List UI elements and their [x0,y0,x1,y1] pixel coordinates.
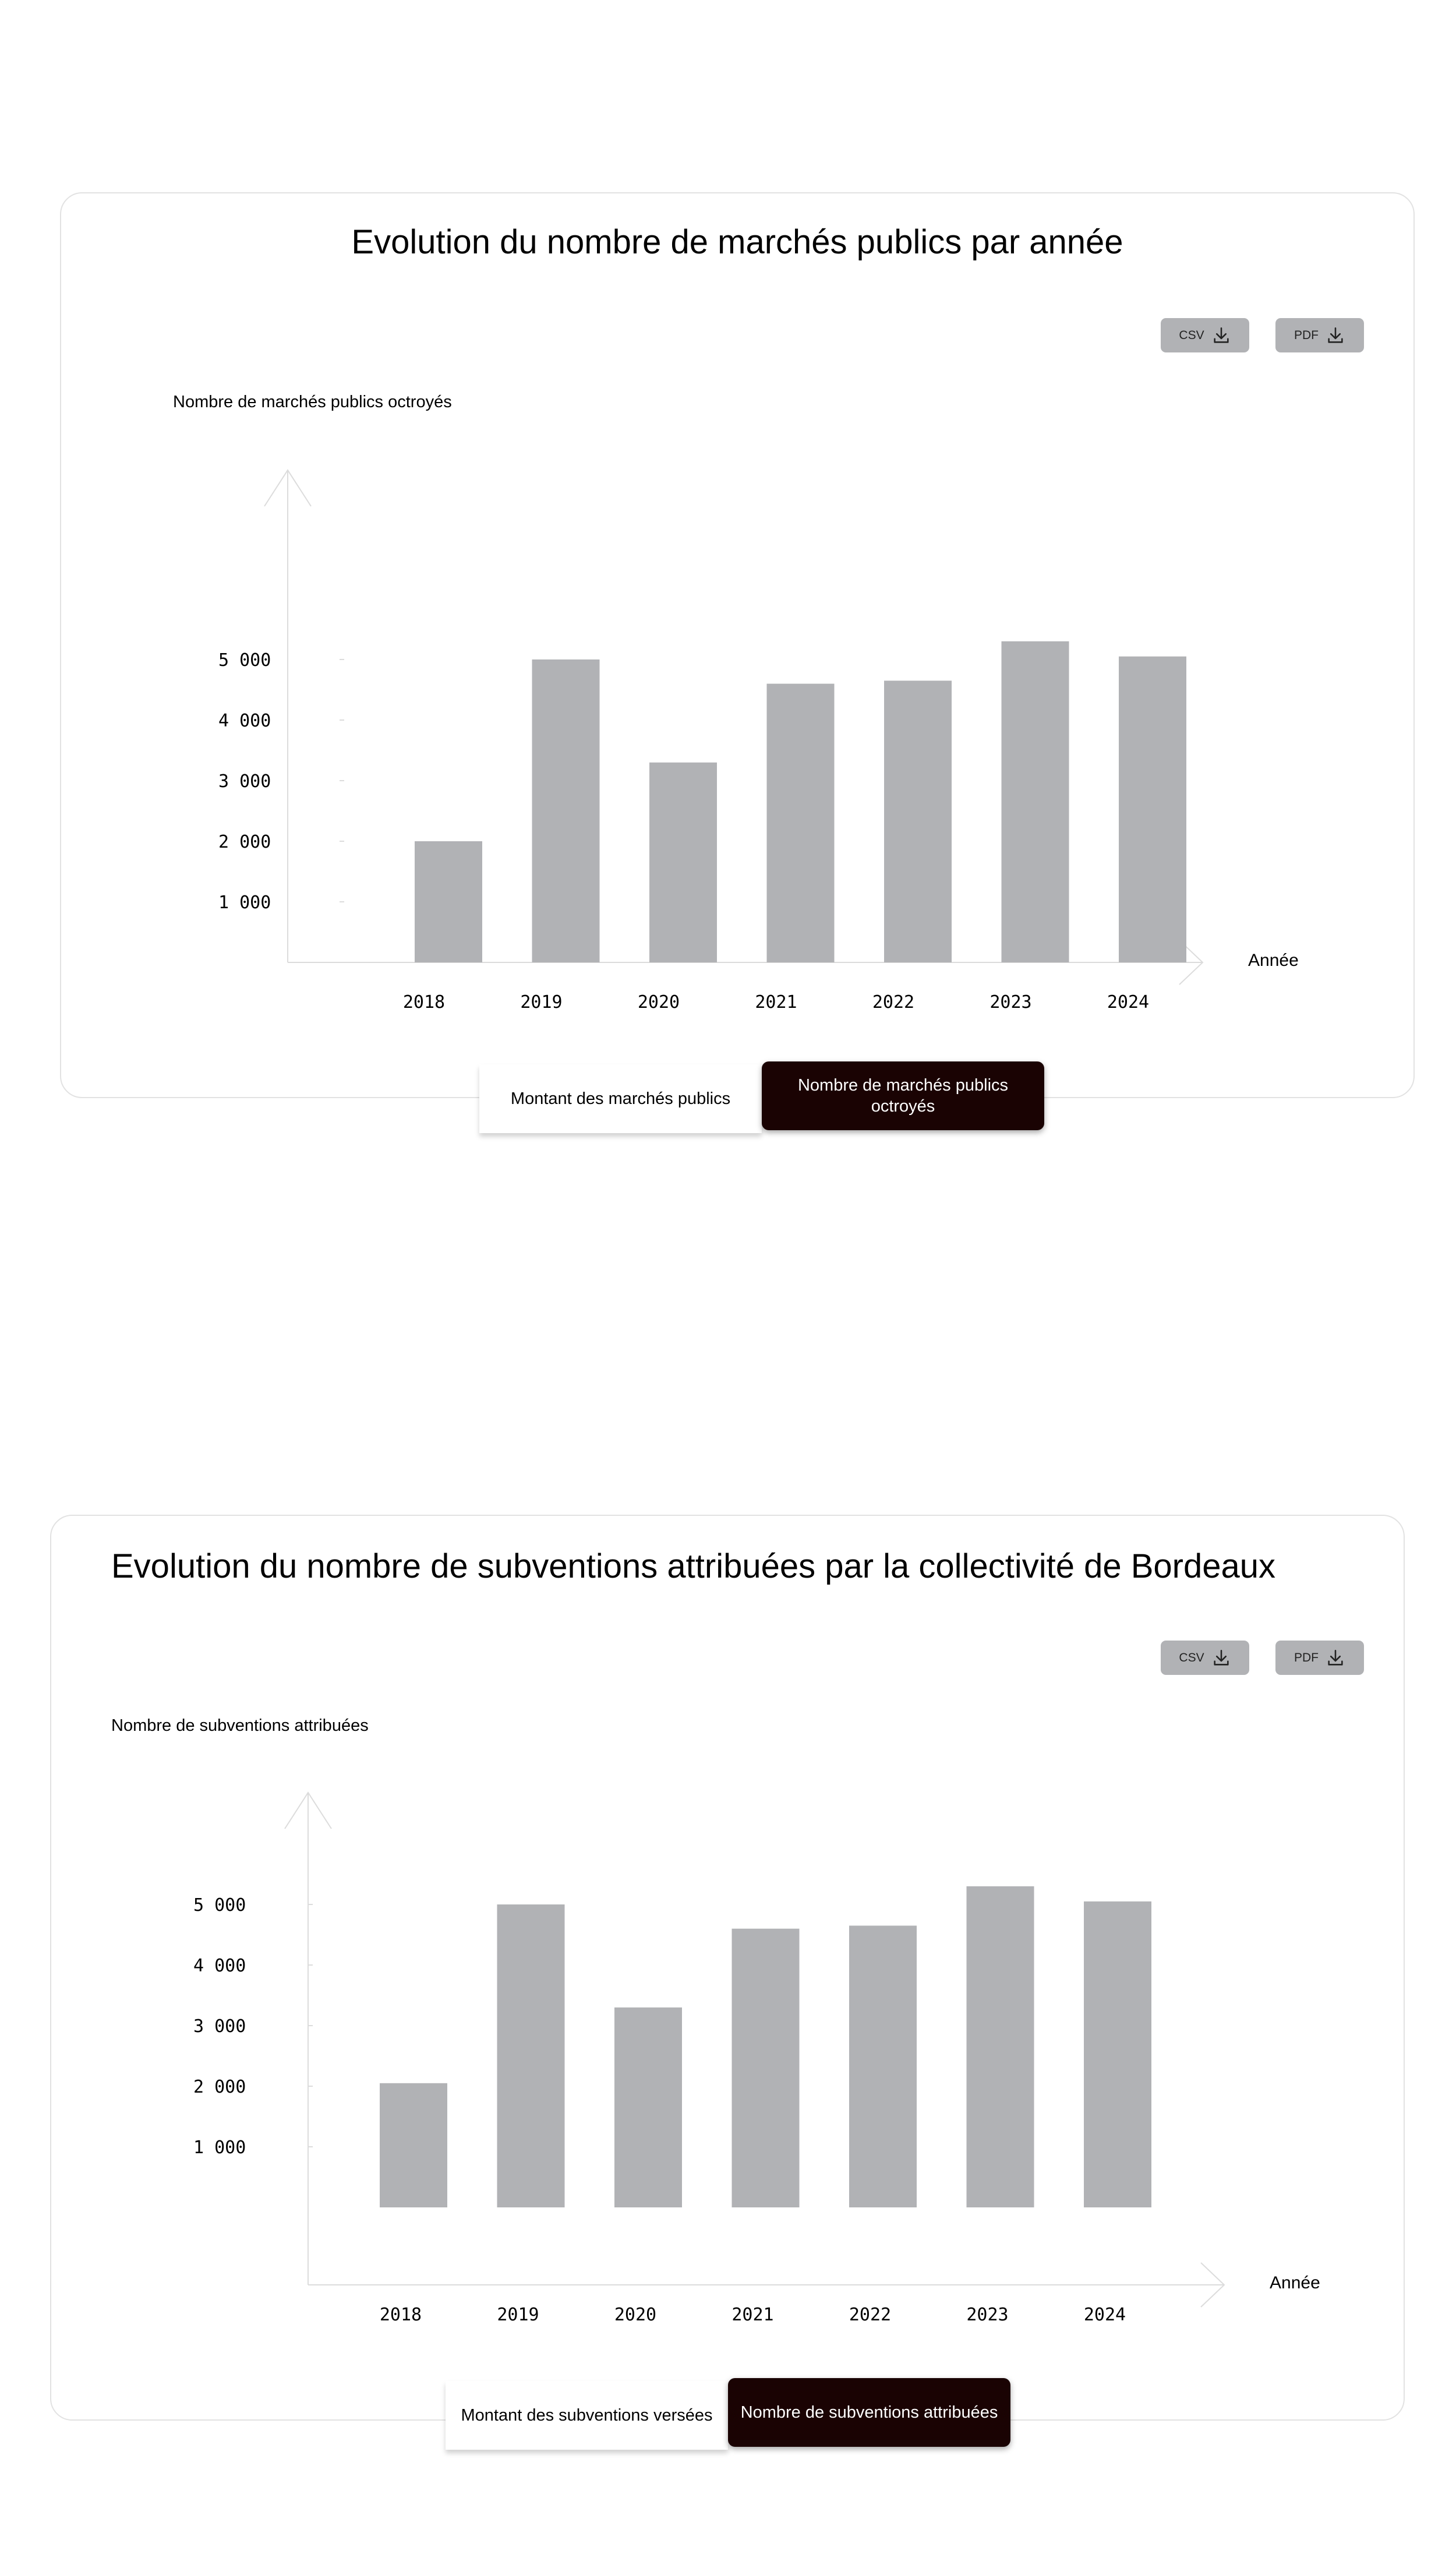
metric-toggle [446,2378,1010,2450]
pdf-button-label: PDF [1294,1650,1319,1664]
y-tick-label: 1 000 [193,2137,246,2158]
x-tick-label: 2018 [379,2305,422,2325]
bar-2022 [849,1925,917,2207]
bar-2023 [967,1886,1034,2207]
x-axis-title: Année [1270,2273,1320,2292]
bar-2019 [497,1904,565,2207]
x-tick-label: 2021 [755,992,797,1013]
chart-card-subventions [50,1515,1405,2421]
csv-button-label: CSV [1179,328,1204,342]
y-tick-label: 3 000 [218,771,271,792]
x-tick-label: 2020 [614,2305,657,2325]
chart-title: Evolution du nombre de marchés publics par année [351,223,1123,261]
bar-2022 [884,680,952,962]
x-tick-label: 2022 [849,2305,892,2325]
x-tick-label: 2018 [402,992,446,1013]
bar-2024 [1119,657,1186,962]
y-tick-label: 3 000 [193,2016,246,2037]
toggle-montant-marches[interactable]: Montant des marchés publics [479,1064,762,1133]
bar-2021 [767,684,835,962]
bar-2020 [649,763,717,962]
toggle-nombre-marches[interactable]: Nombre de marchés publics octroyés [762,1061,1044,1130]
bar-2018 [380,2083,447,2207]
bar-2020 [614,2008,682,2207]
y-axis-title: Nombre de subventions attribuées [111,1716,369,1735]
bar-2021 [732,1929,800,2207]
x-tick-label: 2022 [872,992,915,1013]
x-tick-label: 2019 [520,992,563,1013]
pdf-button-label: PDF [1294,328,1319,342]
bar-chart-subventions [51,1516,1404,2419]
x-tick-label: 2019 [497,2305,539,2325]
x-tick-label: 2024 [1107,992,1150,1013]
bar-2024 [1084,1902,1151,2207]
metric-toggle [479,1061,1044,1133]
y-axis-title: Nombre de marchés publics octroyés [173,393,452,411]
bar-2018 [415,841,482,962]
x-tick-label: 2023 [989,992,1032,1013]
toggle-nombre-subventions[interactable]: Nombre de subventions attribuées [728,2378,1010,2447]
chart-title: Evolution du nombre de subventions attribuées par la collectivité de Bordeaux [111,1547,1275,1585]
bar-chart-marches [61,193,1413,1097]
csv-button-label: CSV [1179,1650,1204,1664]
x-tick-label: 2024 [1083,2305,1126,2325]
bar-2019 [532,659,600,962]
chart-card-marches [60,192,1415,1098]
y-tick-label: 4 000 [218,711,271,731]
y-tick-label: 2 000 [218,832,271,852]
toggle-montant-subventions[interactable]: Montant des subventions versées [446,2381,728,2450]
x-tick-label: 2023 [966,2305,1009,2325]
x-tick-label: 2020 [637,992,680,1013]
y-tick-label: 5 000 [218,650,271,671]
y-tick-label: 1 000 [218,893,271,913]
y-tick-label: 2 000 [193,2077,246,2097]
bar-2023 [1002,641,1069,962]
y-tick-label: 4 000 [193,1956,246,1976]
x-tick-label: 2021 [731,2305,774,2325]
y-tick-label: 5 000 [193,1895,246,1916]
x-axis-title: Année [1248,951,1299,970]
